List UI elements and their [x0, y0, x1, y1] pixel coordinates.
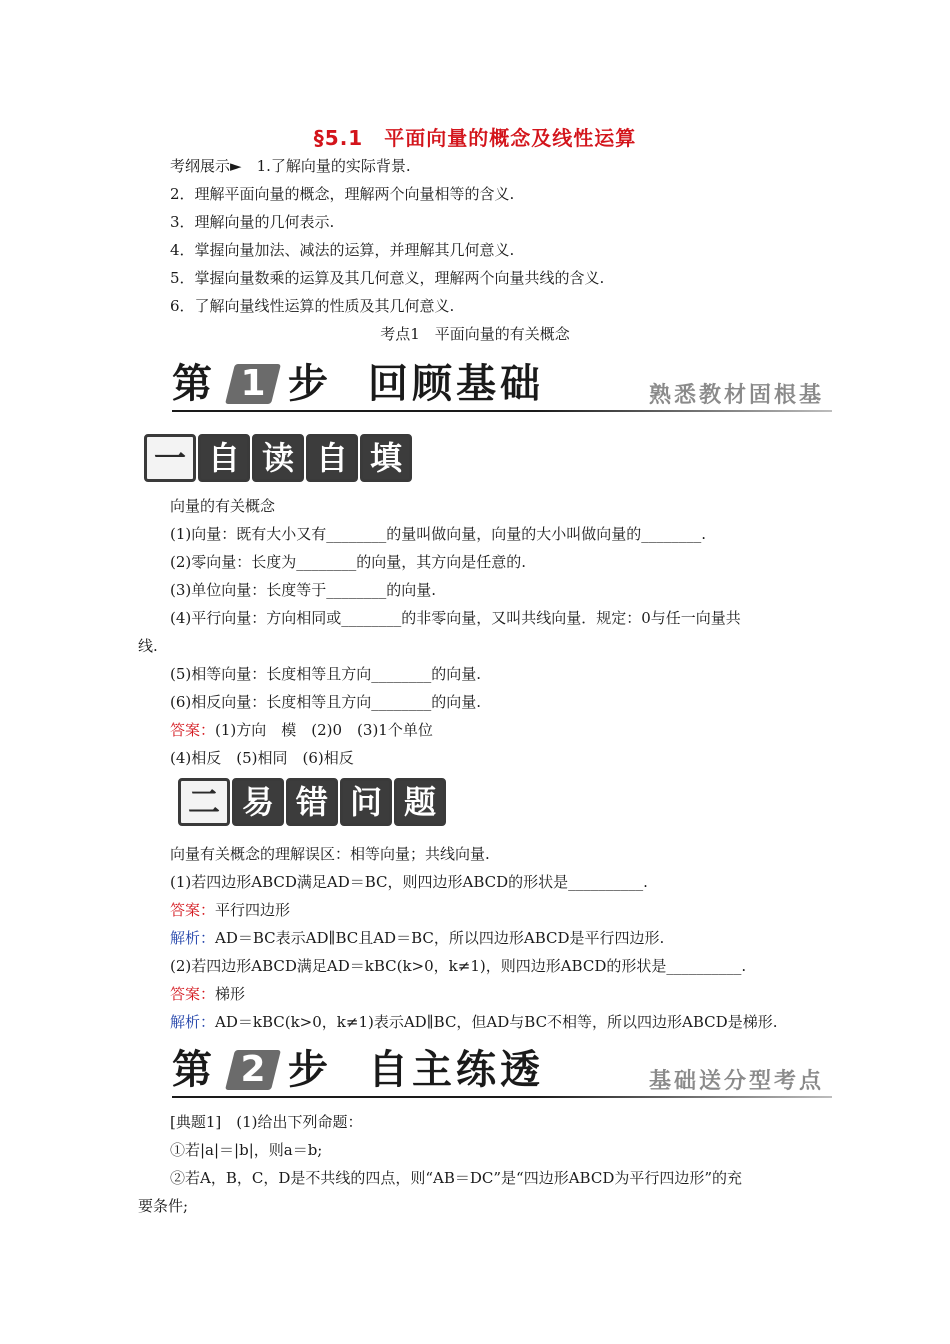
concepts-answer-line2: (4)相反 (5)相同 (6)相反: [170, 749, 354, 767]
answer-2: [170, 984, 245, 1004]
section1-number-box: [144, 434, 196, 482]
concept-line: (5)相等向量：长度相等且方向________的向量.: [170, 665, 482, 683]
step2-banner: [172, 1048, 832, 1098]
explanation-text: AD＝BC表示AD∥BC且AD＝BC，所以四边形ABCD是平行四边形.: [215, 929, 665, 947]
section2-char: 问: [349, 783, 382, 821]
dianti-line: [典题1] (1)给出下列命题：: [170, 1113, 363, 1131]
section2-char-box: [394, 778, 446, 826]
step1-prefix: 第: [172, 361, 212, 407]
concept-line: (2)零向量：长度为________的向量，其方向是任意的.: [170, 553, 527, 571]
outline-item: 6．了解向量线性运算的性质及其几何意义.: [170, 297, 455, 315]
step2-number: 2: [240, 1049, 266, 1090]
section2-char: 二: [187, 783, 220, 821]
answer-text: 梯形: [215, 985, 246, 1003]
step1-suffix: 步: [288, 361, 328, 407]
section1-char-box: [306, 434, 358, 482]
section1-char-box: [252, 434, 304, 482]
section1-char-box: [198, 434, 250, 482]
step2-heading: 自主练透: [368, 1047, 544, 1093]
concept-line: (3)单位向量：长度等于________的向量.: [170, 581, 437, 599]
answer-text: 平行四边形: [215, 901, 291, 919]
concept-line: (6)相反向量：长度相等且方向________的向量.: [170, 693, 482, 711]
step2-suffix: 步: [288, 1047, 328, 1093]
section2-char: 题: [403, 783, 436, 821]
outline-line-1: [170, 156, 411, 176]
outline-item: 2．理解平面向量的概念，理解两个向量相等的含义.: [170, 185, 515, 203]
section2-char-box: [232, 778, 284, 826]
answer-label: 答案：: [170, 721, 216, 739]
section2-char: 易: [241, 783, 274, 821]
step1-number-badge: [225, 364, 281, 404]
concept-line: (1)向量：既有大小又有________的量叫做向量，向量的大小叫做向量的________.: [170, 525, 707, 543]
section1-char: 自: [207, 439, 240, 477]
errors-intro: 向量有关概念的理解误区：相等向量；共线向量.: [170, 845, 490, 863]
step1-subtitle: 熟悉教材固根基: [648, 383, 824, 408]
outline-item: 4．掌握向量加法、减法的运算，并理解其几何意义.: [170, 241, 515, 259]
section2-char-box: [340, 778, 392, 826]
answer-text: (1)方向 模 (2)0 (3)1个单位: [215, 721, 433, 739]
step1-number: 1: [240, 363, 266, 404]
dianti-line: 要条件;: [138, 1197, 189, 1215]
concept-line: (4)平行向量：方向相同或________的非零向量，又叫共线向量．规定：0与任一向量共: [170, 609, 741, 627]
section1-char-box: [360, 434, 412, 482]
question-1: (1)若四边形ABCD满足AD＝BC，则四边形ABCD的形状是__________.: [170, 873, 648, 891]
step2-divider: [172, 1096, 832, 1098]
section1-char: 自: [315, 439, 348, 477]
step1-divider: [172, 410, 832, 412]
page-title: §5.1 平面向量的概念及线性运算: [313, 126, 637, 150]
dianti-line: ①若|a|＝|b|，则a＝b;: [170, 1141, 323, 1159]
step1-banner: [172, 362, 832, 412]
section2-char-box: [286, 778, 338, 826]
section1-char: 读: [261, 439, 294, 477]
concepts-answer: [170, 720, 433, 740]
concept-line: 线.: [138, 637, 158, 655]
kaodian-heading: 考点1 平面向量的有关概念: [380, 325, 570, 343]
outline-item: 5．掌握向量数乘的运算及其几何意义，理解两个向量共线的含义.: [170, 269, 605, 287]
outline-label: 考纲展示►: [170, 157, 242, 175]
section2-number-box: [178, 778, 230, 826]
step1-heading: 回顾基础: [368, 361, 544, 407]
concepts-intro: 向量的有关概念: [170, 497, 276, 515]
explanation-1: [170, 928, 664, 948]
step2-number-badge: [225, 1050, 281, 1090]
section2-char: 错: [295, 783, 328, 821]
dianti-line: ②若A，B，C，D是不共线的四点，则“AB＝DC”是“四边形ABCD为平行四边形”的充: [170, 1169, 743, 1187]
explanation-2: [170, 1012, 777, 1032]
answer-1: [170, 900, 290, 920]
step2-prefix: 第: [172, 1047, 212, 1093]
answer-label: 答案：: [170, 985, 216, 1003]
question-2: (2)若四边形ABCD满足AD＝kBC(k>0，k≠1)，则四边形ABCD的形状是__________.: [170, 957, 747, 975]
section1-char: 一: [153, 439, 186, 477]
outline-item: 1.了解向量的实际背景.: [256, 157, 411, 175]
answer-label: 答案：: [170, 901, 216, 919]
outline-item: 3．理解向量的几何表示.: [170, 213, 335, 231]
explanation-label: 解析：: [170, 929, 216, 947]
step2-subtitle: 基础送分型考点: [648, 1069, 824, 1094]
section1-char: 填: [369, 439, 402, 477]
explanation-label: 解析：: [170, 1013, 216, 1031]
explanation-text: AD＝kBC(k>0，k≠1)表示AD∥BC，但AD与BC不相等，所以四边形ABCD是梯形.: [215, 1013, 778, 1031]
